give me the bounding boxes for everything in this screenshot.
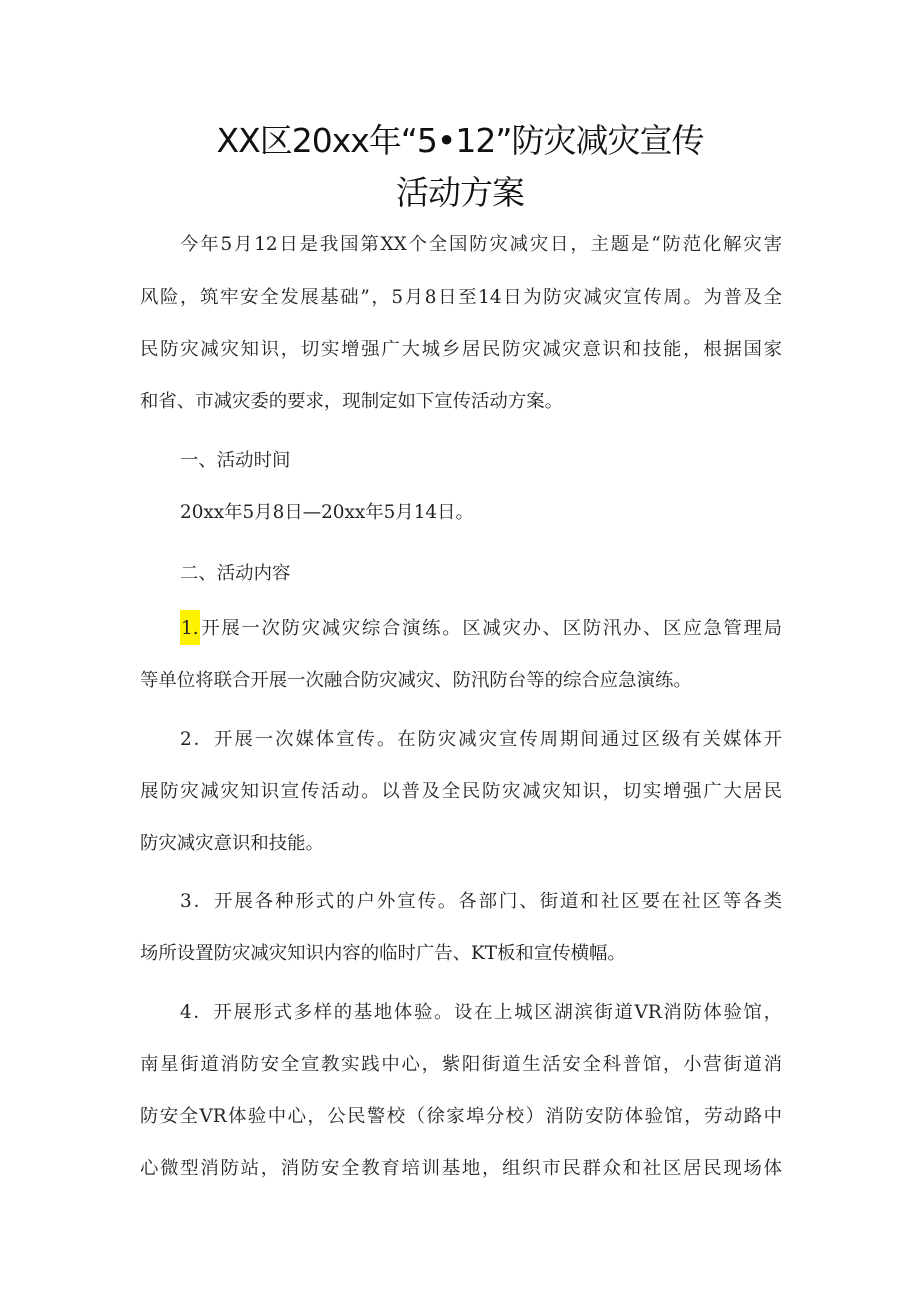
intro-line-3: 民防灾减灾知识，切实增强广大城乡居民防灾减灾意识和技能，根据国家	[140, 339, 782, 360]
item-4-line-4: 心微型消防站，消防安全教育培训基地，组织市民群众和社区居民现场体	[140, 1158, 782, 1179]
item-1-line-1	[180, 620, 782, 638]
item-3-line-1: 3．开展各种形式的户外宣传。各部门、街道和社区要在社区等各类	[180, 891, 782, 912]
document-title-line-2: 活动方案	[396, 173, 524, 212]
intro-line-4: 和省、市减灾委的要求，现制定如下宣传活动方案。	[140, 391, 563, 412]
item-4-line-1: 4．开展形式多样的基地体验。设在上城区湖滨街道VR消防体验馆，	[180, 1002, 782, 1023]
item-2-line-1: 2．开展一次媒体宣传。在防灾减灾宣传周期间通过区级有关媒体开	[180, 729, 782, 750]
section-heading-content: 二、活动内容	[180, 563, 291, 584]
item-3-line-2: 场所设置防灾减灾知识内容的临时广告、KT板和宣传横幅。	[140, 943, 626, 964]
item-1-line-1-text: 开展一次防灾减灾综合演练。区减灾办、区防汛办、区应急管理局	[199, 618, 782, 639]
item-4-line-2: 南星街道消防安全宣教实践中心，紫阳街道生活安全科普馆，小营街道消	[140, 1054, 782, 1075]
intro-line-2: 风险，筑牢安全发展基础”，5月8日至14日为防灾减灾宣传周。为普及全	[140, 287, 782, 308]
item-1-number-highlight: 1.	[180, 610, 200, 645]
item-4-line-3: 防安全VR体验中心，公民警校（徐家埠分校）消防安防体验馆，劳动路中	[140, 1106, 782, 1127]
activity-time-text: 20xx年5月8日—20xx年5月14日。	[180, 502, 474, 523]
item-2-line-3: 防灾减灾意识和技能。	[140, 833, 324, 854]
item-1-line-2: 等单位将联合开展一次融合防灾减灾、防汛防台等的综合应急演练。	[140, 670, 692, 691]
document-title-line-1: XX区20xx年“5•12”防灾减灾宣传	[216, 121, 704, 160]
section-heading-time: 一、活动时间	[180, 450, 291, 471]
intro-line-1: 今年5月12日是我国第XX个全国防灾减灾日，主题是“防范化解灾害	[180, 234, 782, 255]
item-2-line-2: 展防灾减灾知识宣传活动。以普及全民防灾减灾知识，切实增强广大居民	[140, 781, 782, 802]
